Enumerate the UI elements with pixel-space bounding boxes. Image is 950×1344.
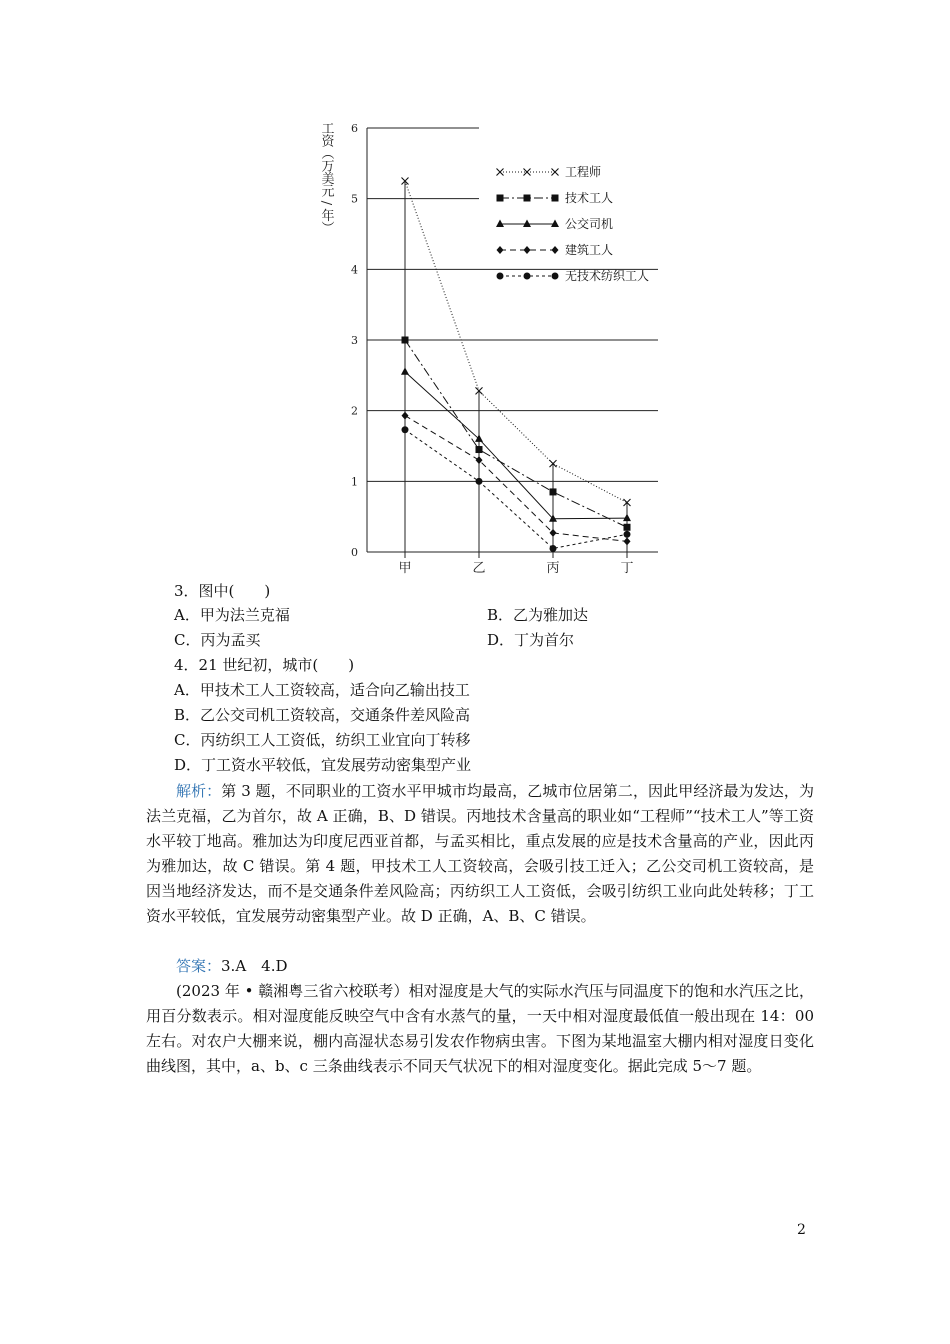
page-number: 2 <box>797 1222 806 1238</box>
series-3 <box>401 367 631 521</box>
analysis-paragraph <box>146 779 814 929</box>
legend-label: 建筑工人 <box>565 243 614 257</box>
cross-marker <box>497 169 504 176</box>
legend-item-5 <box>497 268 650 283</box>
diamond-marker <box>402 412 409 420</box>
y-axis-ticks <box>351 122 358 559</box>
circle-marker <box>550 545 557 552</box>
square-marker <box>497 195 504 202</box>
x-category-label: 甲 <box>398 561 412 576</box>
analysis-label: 解析： <box>176 782 222 800</box>
series-line <box>405 430 627 549</box>
legend-label: 技术工人 <box>565 191 614 205</box>
analysis-text: 第 3 题，不同职业的工资水平甲城市均最高，乙城市位居第二，因此甲经济最为发达，为法兰克福，乙为首尔，故 A 正确，B、D 错误。丙地技术含量高的职业如“工程师”“技术工人”等工资水平较丁地高。雅加达为印度尼西亚首都，与孟买相比，重点发展的应是技术含量高的产业，因此丙为雅加达，故 C 错误。第 4 题，甲技术工人工资较高，会吸引技工迁入；乙公交司机工资较高，是因当地经济发达，而不是交通条件差风险高；丙纺织工人工资低，会吸引纺织工业向此处转移；丁工资水平较低，宜发展劳动密集型产业。故 D 正确，A、B、C 错误。 <box>146 782 814 925</box>
y-axis-label <box>319 122 335 235</box>
square-marker <box>476 446 483 453</box>
circle-marker <box>402 426 409 433</box>
y-tick-label: 2 <box>351 404 358 418</box>
x-axis-categories <box>398 561 633 576</box>
square-marker <box>624 524 631 531</box>
wage-line-chart <box>300 110 680 580</box>
triangle-marker <box>496 220 504 228</box>
y-tick-label: 5 <box>351 192 358 206</box>
x-category-label: 乙 <box>472 561 486 576</box>
question-3-option-c: C．丙为孟买 <box>174 631 261 649</box>
question-3-option-a: A．甲为法兰克福 <box>174 606 290 624</box>
question-4-option-d: D．丁工资水平较低，宜发展劳动密集型产业 <box>174 756 472 774</box>
square-marker <box>524 195 531 202</box>
question-4-stem: 4．21 世纪初，城市( ) <box>174 656 355 674</box>
square-marker <box>552 195 559 202</box>
chart-legend <box>496 164 649 283</box>
diamond-marker <box>524 246 531 254</box>
chart-series <box>401 178 631 552</box>
legend-item-2 <box>497 190 614 205</box>
series-5 <box>402 426 631 552</box>
answer-label: 答案： <box>176 957 222 975</box>
series-line <box>405 340 627 527</box>
diamond-marker <box>624 537 631 545</box>
intro-paragraph: (2023 年 • 赣湘粤三省六校联考）相对湿度是大气的实际水汽压与同温度下的饱和水汽压之比，用百分数表示。相对湿度能反映空气中含有水蒸气的量，一天中相对湿度最低值一般出现在 14：00 左右。对农户大棚来说，棚内高湿状态易引发农作物病虫害。下图为某地温室大棚内相对湿度日变化曲线图，其中，a、b、c 三条曲线表示不同天气状况下的相对湿度变化。据此完成 5～7 题。 <box>146 982 814 1075</box>
legend-label: 公交司机 <box>565 217 614 231</box>
legend-label: 工程师 <box>565 165 602 179</box>
answer-paragraph <box>146 954 814 979</box>
y-tick-label: 1 <box>351 475 358 489</box>
y-tick-label: 6 <box>351 122 358 135</box>
question-3-stem: 3．图中( ) <box>174 582 271 600</box>
square-marker <box>550 488 557 495</box>
circle-marker <box>624 531 631 538</box>
y-tick-label: 0 <box>351 546 358 559</box>
legend-item-1 <box>497 164 602 179</box>
cross-marker <box>552 169 559 176</box>
series-line <box>405 372 627 519</box>
circle-marker <box>552 273 559 280</box>
legend-label: 无技术纺织工人 <box>565 269 650 283</box>
square-marker <box>402 337 409 344</box>
diamond-marker <box>552 246 559 254</box>
triangle-marker <box>475 434 483 442</box>
triangle-marker <box>551 220 559 228</box>
question-4-option-a: A．甲技术工人工资较高，适合向乙输出技工 <box>174 681 470 699</box>
y-tick-label: 3 <box>351 334 358 347</box>
question-3-option-d: D．丁为首尔 <box>487 631 575 649</box>
diamond-marker <box>550 529 557 537</box>
circle-marker <box>497 273 504 280</box>
triangle-marker <box>523 220 531 228</box>
chart-grid <box>367 128 658 552</box>
legend-item-4 <box>497 242 614 257</box>
answer-text: 3.A 4.D <box>221 957 288 975</box>
question-4-option-b: B．乙公交司机工资较高，交通条件差风险高 <box>174 706 471 724</box>
x-category-label: 丁 <box>620 561 634 576</box>
circle-marker <box>476 478 483 485</box>
triangle-marker <box>401 367 409 375</box>
triangle-marker <box>623 514 631 522</box>
diamond-marker <box>497 246 504 254</box>
x-category-label: 丙 <box>546 561 560 576</box>
question-4-option-c: C．丙纺织工人工资低，纺织工业宜向丁转移 <box>174 731 471 749</box>
y-axis-title: 工资（万美元/年） <box>318 121 334 235</box>
circle-marker <box>524 273 531 280</box>
city-vertical-lines <box>405 181 627 558</box>
legend-item-3 <box>496 216 613 231</box>
y-tick-label: 4 <box>351 263 358 277</box>
question-3-option-b: B．乙为雅加达 <box>487 606 589 624</box>
